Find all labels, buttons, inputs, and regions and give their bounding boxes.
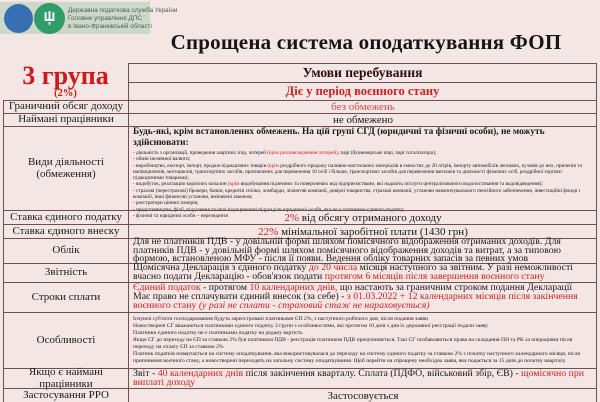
page-title: Спрощена система оподаткування ФОП: [170, 30, 562, 54]
group-label: [3, 63, 128, 100]
row-label-accounting: Облік: [3, 238, 128, 263]
agency-line-2: Головне управління ДПС: [68, 15, 143, 22]
row-label-employees: Наймані працівники: [3, 113, 128, 126]
row-label-esv-rate: Ставка єдиного внеску: [3, 224, 128, 238]
row-value-rro: Застосовується: [128, 388, 597, 402]
row-value-payment-terms: Єдиний податок - протягом 10 календарних днів, що настають за граничним строком подання Декларації Має право не сплачувати єдиний внесок (за себе) - з 01.03.2022 + 12 календарних місяців після закінчення воєнного стану (у разі не сплати - страховий стаж не нараховується): [128, 282, 597, 312]
agency-name-block: [68, 7, 177, 31]
row-label-rro: Застосування РРО: [3, 388, 128, 402]
row-label-limit-income: Граничний обсяг доходу: [3, 100, 128, 113]
logo-circle-blue: [4, 4, 33, 33]
row-value-esv-rate: 22% мінімальної заробітної плати (1430 грн): [128, 224, 597, 238]
row-value-reporting: Щомісячна Декларація з єдиного податку до 20 числа місяця наступного за звітним. У разі неможливості вчасно подати Декларацію - обов'язок подати протягом 6 місяців після завершення воєнного стану: [128, 263, 597, 282]
row-value-tax-rate: 2% від обсягу отриманого доходу: [128, 210, 597, 224]
row-label-payment-terms: Строки сплати: [3, 282, 128, 312]
row-label-reporting: Звітність: [3, 263, 128, 282]
row-value-activities: Будь-які, крім встановлених обмежень. На цій групі СГД (юридичні та фізичні особи), не можуть здійснювати: - діяльність з організації, проведення азартних ігор, лотерей (крім розповсюдження лотерей), парі (букмекерське парі, парі тоталізатора); - обмін іноземної валюти; - виробництво, експорт, імпорт, продаж підакцизних товарів (крім роздрібного продажу паливно-мастильних матеріалів в ємностях до 20 літрів, імпорту автомобілів легкових, кузовів до них, причепів та напівпричепів, мотоциклів, транспортних засобів, призначених для перевезення 10 осіб і більше, транспортних засобів для перевезення вантажів та діяльності фізичних осіб, роздрібної торгівлі підакцизними товарами); - видобуток, реалізацію корисних копалин (крім видобування підземних та поверхневих вод підприємствами, які надають послуги централізованого водопостачання та водовідведення); - страхові (перестрахові) брокери, банки, кредитні спілки, ломбарди, лізингові компанії, довірчі товариства, страхові компанії, установи накопичувального пенсійного забезпечення, інвестиційні фонди і компанії, інші фінансові установи, визначені законом; - реєстратори цінних паперів; - представництва, філії, відділення та інші відокремлені підрозділи юридичної особи, яка не є платником єдиного податку; - фізичні та юридичні особи – нерезиденти: [128, 126, 597, 210]
emblem-circle: [34, 3, 65, 34]
agency-line-1: Державна податкова служба України: [68, 7, 178, 14]
row-label-features: Особливості: [3, 312, 128, 368]
row-label-tax-rate: Ставка єдиного податку: [3, 210, 128, 224]
tax-conditions-table: [3, 63, 597, 402]
table-header: Умови перебування: [128, 63, 597, 82]
row-value-accounting: Для не платників ПДВ - у довільній формі шляхом помісячного відображення отриманих доходів. Для платників ПДВ - у довільній формі шляхом помісячного відображення доходів та витрат, а за типовою формою, встановленою МФУ - після її появи. Ведення обліку товарних запасів за певних умов: [128, 238, 597, 263]
agency-line-3: в Івано-Франківській області: [68, 23, 152, 30]
row-label-employees-report: Якщо є наймані працівники: [3, 368, 128, 388]
tax-service-logo: [0, 2, 178, 34]
row-value-employees: не обмежено: [128, 113, 597, 126]
table-subheader: Діє у період воєнного стану: [128, 82, 597, 100]
trident-icon: [42, 10, 57, 28]
row-value-limit-income: без обмежень: [128, 100, 597, 113]
row-label-activities: Види діяльності (обмеження): [3, 126, 128, 210]
row-value-employees-report: Звіт - 40 календарних днів після закінчення кварталу. Сплата (ПДФО, військовий збір, ЄВ) - щомісячно при виплаті доходу: [128, 368, 597, 388]
group-name: 3 група: [22, 61, 109, 90]
row-value-features: Існуючі суб'єкти господарювання будуть зареєстровані платниками ЄП 2%, з наступного робочого дня, після подання заяви Новостворені СГ вважаються платниками єдиного податку 3 групи з особливостями, які протягом 10 днів з дня їх державної реєстрації подали заяву Платники єдиного податку не є платниками податку на додану вартість Якщо СГ до переходу на ЄП за ставкою 2% був платником ПДВ - реєстрація платником ПДВ призупиняється. Такі СГ позбавляються права на складання ПН та РК за операціями після переходу на сплату ЄП за ставкою 2% Платник податків повертається на систему оподаткування, яка використовувалася до переходу на систему єдиного податку за ставкою 2% з початку наступного календарного місяця, після припинення воєнного стану, а новостворені переходять на загальну систему оподаткування. Щоб перейти на спрощену необхідна заява, яка подається за 15 днів до початку кварталу: [128, 312, 597, 368]
group-rate: (2%): [54, 88, 77, 99]
